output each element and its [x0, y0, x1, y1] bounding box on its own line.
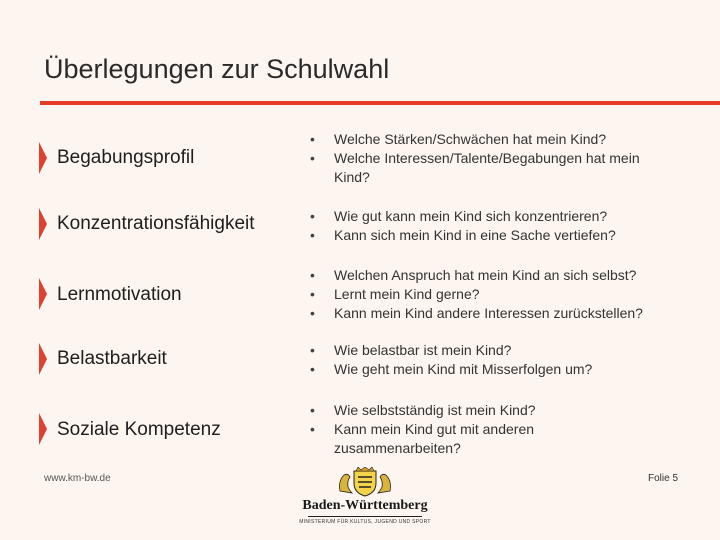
- question-item: • Wie gut kann mein Kind sich konzentrieren?: [310, 207, 690, 226]
- question-item: • Kann sich mein Kind in eine Sache vertiefen?: [310, 226, 690, 245]
- logo-state-name: Baden-Württemberg: [302, 498, 428, 513]
- question-list: [310, 401, 690, 458]
- topic-label: Belastbarkeit: [57, 348, 167, 369]
- topic-label: Lernmotivation: [57, 284, 182, 305]
- question-item: • Welche Interessen/Talente/Begabungen hat mein Kind?: [310, 149, 674, 187]
- topic-label: Soziale Kompetenz: [57, 419, 221, 440]
- logo-divider: [308, 516, 422, 517]
- question-item: • Welche Stärken/Schwächen hat mein Kind?: [310, 130, 690, 149]
- title-underline: [40, 101, 720, 105]
- question-item: • Welchen Anspruch hat mein Kind an sich selbst?: [310, 266, 690, 285]
- question-item: • Kann mein Kind andere Interessen zurückstellen?: [310, 304, 690, 323]
- question-list: [310, 341, 690, 379]
- question-item: • Wie belastbar ist mein Kind?: [310, 341, 690, 360]
- slide-title: Überlegungen zur Schulwahl: [44, 54, 390, 84]
- question-item: • Wie geht mein Kind mit Misserfolgen um?: [310, 360, 690, 379]
- arrow-marker-icon: [39, 208, 47, 240]
- question-item: • Lernt mein Kind gerne?: [310, 285, 690, 304]
- coat-of-arms-icon: [334, 467, 396, 497]
- question-list: [310, 130, 690, 187]
- question-list: [310, 266, 690, 323]
- logo-ministry-name: MINISTERIUM FÜR KULTUS, JUGEND UND SPORT: [299, 519, 431, 525]
- question-list: [310, 207, 690, 245]
- footer-url: www.km-bw.de: [44, 473, 111, 484]
- arrow-marker-icon: [39, 343, 47, 375]
- arrow-marker-icon: [39, 413, 47, 445]
- slide-number: Folie 5: [648, 473, 679, 484]
- arrow-marker-icon: [39, 278, 47, 310]
- topic-label: Konzentrationsfähigkeit: [57, 213, 255, 234]
- question-item: • Wie selbstständig ist mein Kind?: [310, 401, 690, 420]
- arrow-marker-icon: [39, 142, 47, 174]
- topic-label: Begabungsprofil: [57, 147, 195, 168]
- question-item: • Kann mein Kind gut mit anderen zusammenarbeiten?: [310, 420, 584, 458]
